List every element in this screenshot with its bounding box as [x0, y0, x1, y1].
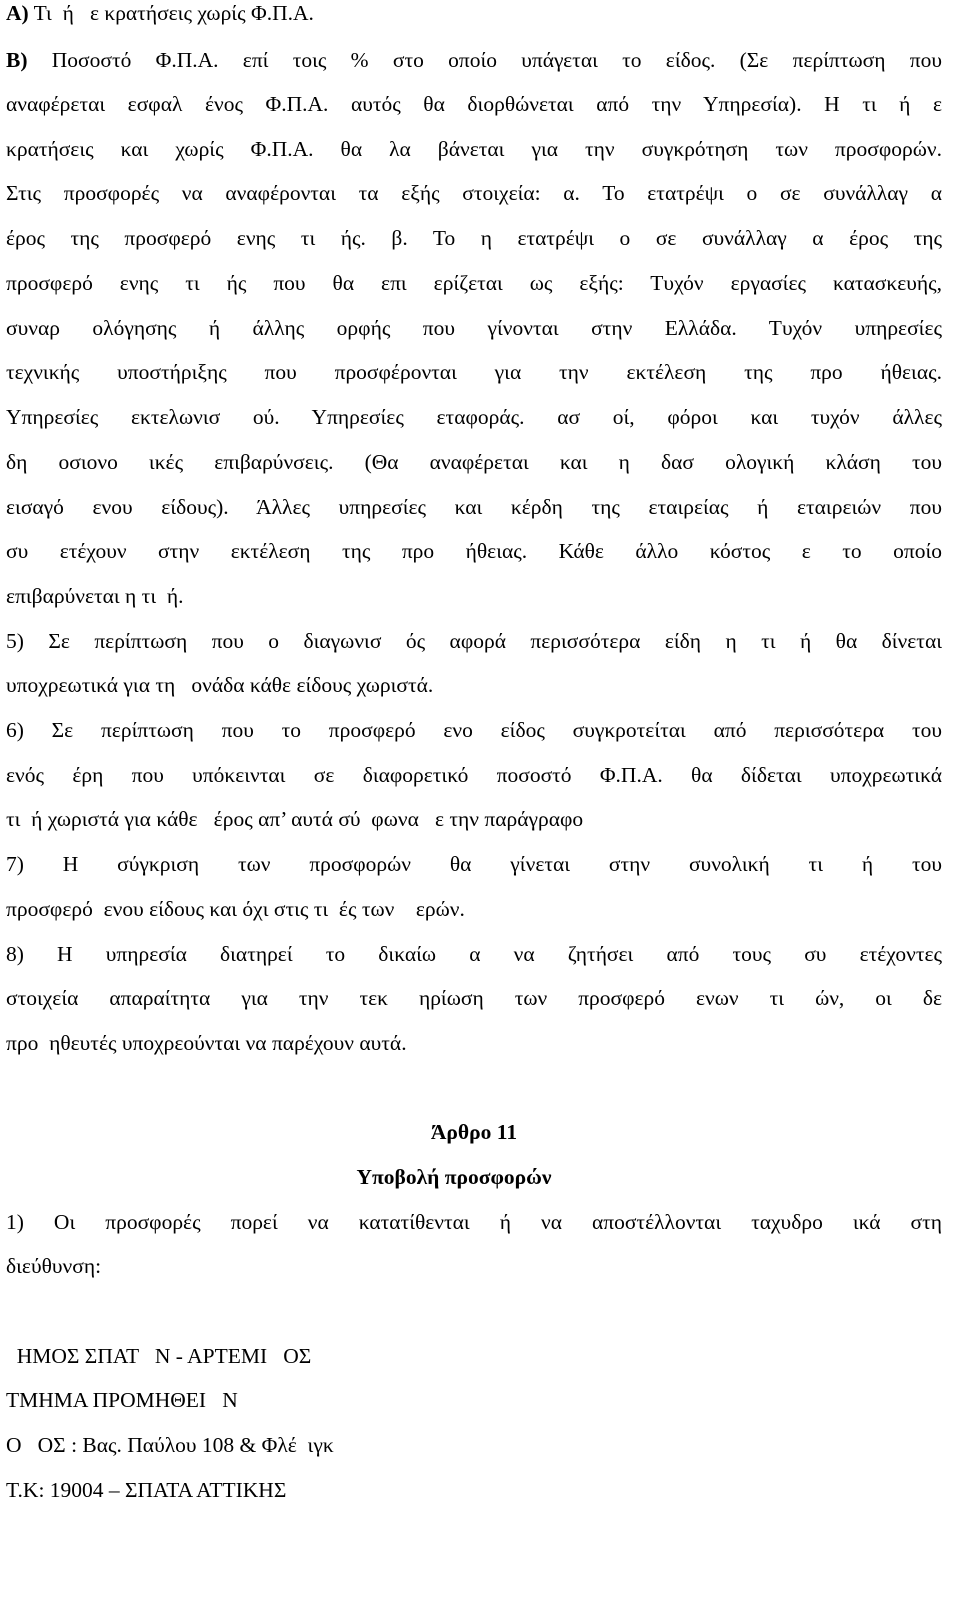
- text-line: 5) Σε περίπτωση που ο διαγωνισ ός αφορά περισσότερα είδη η τι ή θα δίνεται: [6, 629, 942, 653]
- text-line: διεύθυνση:: [6, 1254, 102, 1278]
- text-line: 1) Οι προσφορές πορεί να κατατίθενται ή να αποστέλλονται ταχυδρο ικά στη: [6, 1210, 942, 1234]
- text-line: κρατήσεις και χωρίς Φ.Π.Α. θα λα βάνεται για την συγκρότηση των προσφορών.: [6, 137, 942, 161]
- text-line: συ ετέχουν στην εκτέλεση της προ ήθειας. Κάθε άλλο κόστος ε το οποίο: [6, 539, 942, 563]
- text-line: 6) Σε περίπτωση που το προσφερό ενο είδος συγκροτείται από περισσότερα του: [6, 718, 942, 742]
- text-line: τι ή χωριστά για κάθε έρος απ’ αυτά σύ φωνα ε την παράγραφο: [6, 807, 584, 831]
- article-title: Υποβολή προσφορών: [356, 1165, 552, 1189]
- text-line: προ ηθευτές υποχρεούνται να παρέχουν αυτά.: [6, 1031, 407, 1055]
- text-line: ενός έρη που υπόκεινται σε διαφορετικό ποσοστό Φ.Π.Α. θα δίδεται υποχρεωτικά: [6, 763, 942, 787]
- text-line: Στις προσφορές να αναφέρονται τα εξής στοιχεία: α. Το ετατρέψι ο σε συνάλλαγ α: [6, 181, 942, 205]
- text-line: Υπηρεσίες εκτελωνισ ού. Υπηρεσίες εταφοράς. ασ οί, φόροι και τυχόν άλλες: [6, 405, 942, 429]
- text-line: αναφέρεται εσφαλ ένος Φ.Π.Α. αυτός θα διορθώνεται από την Υπηρεσία). Η τι ή ε: [6, 92, 942, 116]
- text-line: συναρ ολόγησης ή άλλης ορφής που γίνονται στην Ελλάδα. Τυχόν υπηρεσίες: [6, 316, 942, 340]
- text-line: προσφερό ενου είδους και όχι στις τι ές των ερών.: [6, 897, 465, 921]
- text-line: προσφερό ενης τι ής που θα επι ερίζεται ως εξής: Τυχόν εργασίες κατασκευής,: [6, 271, 942, 295]
- address-line: ΗΜΟΣ ΣΠΑΤ Ν - ΑΡΤΕΜΙ ΟΣ: [6, 1344, 312, 1368]
- text-line: υποχρεωτικά για τη ονάδα κάθε είδους χωριστά.: [6, 673, 434, 697]
- address-line: Τ.Κ: 19004 – ΣΠΑΤΑ ΑΤΤΙΚΗΣ: [6, 1478, 287, 1502]
- text-line: Β) Ποσοστό Φ.Π.Α. επί τοις % στο οποίο υπάγεται το είδος. (Σε περίπτωση που: [6, 48, 942, 72]
- text-line: εισαγό ενου είδους). Άλλες υπηρεσίες και κέρδη της εταιρείας ή εταιρειών που: [6, 495, 942, 519]
- text-line: 7) Η σύγκριση των προσφορών θα γίνεται στην συνολική τι ή του: [6, 852, 942, 876]
- article-number: Άρθρο 11: [430, 1120, 518, 1144]
- text-line: δη οσιονο ικές επιβαρύνσεις. (Θα αναφέρεται και η δασ ολογική κλάση του: [6, 450, 942, 474]
- address-line: Ο ΟΣ : Βας. Παύλου 108 & Φλέ ιγκ: [6, 1433, 334, 1457]
- text-line: επιβαρύνεται η τι ή.: [6, 584, 184, 608]
- text-line: Α) Τι ή ε κρατήσεις χωρίς Φ.Π.Α.: [6, 1, 314, 25]
- text-line: στοιχεία απαραίτητα για την τεκ ηρίωση των προσφερό ενων τι ών, οι δε: [6, 986, 942, 1010]
- address-line: ΤΜΗΜΑ ΠΡΟΜΗΘΕΙ Ν: [6, 1388, 238, 1412]
- text-line: έρος της προσφερό ενης τι ής. β. Το η ετατρέψι ο σε συνάλλαγ α έρος της: [6, 226, 942, 250]
- text-line: 8) Η υπηρεσία διατηρεί το δικαίω α να ζητήσει από τους συ ετέχοντες: [6, 942, 942, 966]
- text-line: τεχνικής υποστήριξης που προσφέρονται για την εκτέλεση της προ ήθειας.: [6, 360, 942, 384]
